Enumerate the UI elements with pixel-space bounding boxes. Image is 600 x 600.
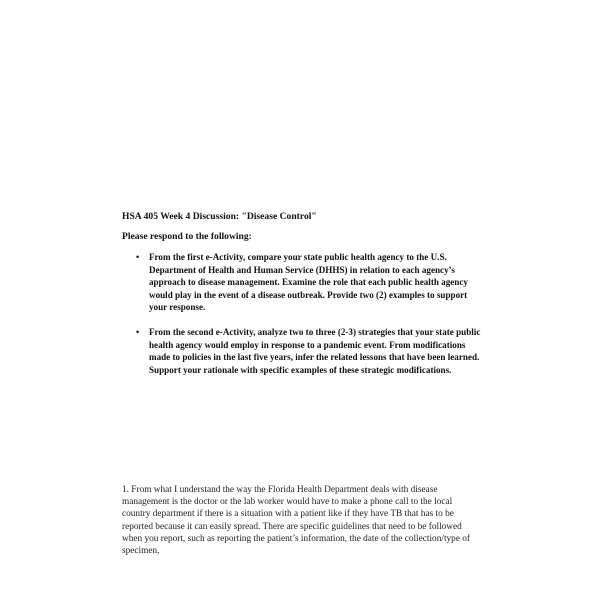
document-title: HSA 405 Week 4 Discussion: "Disease Control" <box>122 211 317 222</box>
instruction-heading: Please respond to the following: <box>122 231 252 242</box>
answer-paragraph: 1. From what I understand the way the Florida Health Department deals with disease management is the doctor or the lab worker would have to make a phone call to the local country department if there is a situation with a patient like if they have TB that has to be reported because it can easily spread. There are specific guidelines that need to be followed when you report, such as reporting the patient’s information, the date of the collection/type of specimen, <box>122 485 471 557</box>
question-text: From the first e-Activity, compare your state public health agency to the U.S. Department of Health and Human Service (DHHS) in relation to each agency’s approach to disease management. Examine the role that each public health agency would play in the event of a disease outbreak. Provide two (2) examples to support your response. <box>149 252 468 313</box>
bullet-icon: • <box>136 252 140 262</box>
bullet-icon: • <box>136 326 140 337</box>
question-list <box>122 251 482 388</box>
question-item <box>122 326 482 376</box>
question-item <box>122 251 482 314</box>
question-text: From the second e-Activity, analyze two to three (2-3) strategies that your state public health agency would employ in response to a pandemic event. From modifications made to policies in the last five years, infer the related lessons that have been learned. Support your rationale with specific examples of these strategic modifications. <box>149 326 481 375</box>
